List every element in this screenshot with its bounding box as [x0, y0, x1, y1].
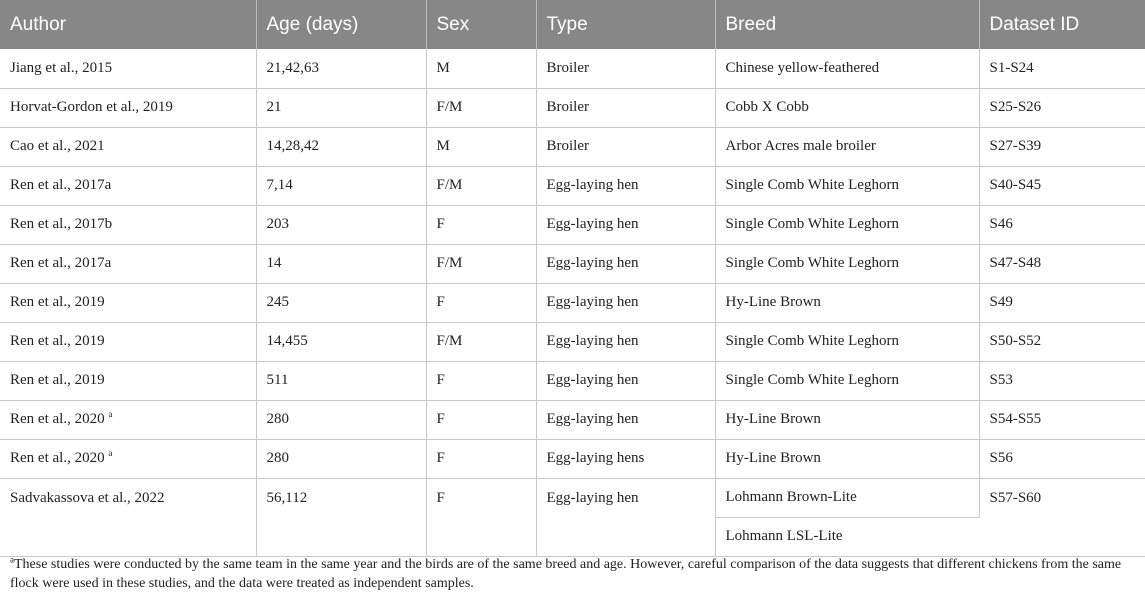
- table-row: [0, 439, 1145, 478]
- cell-age: 203: [256, 205, 426, 244]
- cell-author: Ren et al., 2017a: [0, 166, 256, 205]
- cell-age: 21: [256, 88, 426, 127]
- cell-age: 14,28,42: [256, 127, 426, 166]
- cell-age: 280: [256, 400, 426, 439]
- cell-dataset-id: S1-S24: [979, 49, 1145, 88]
- cell-sex: F/M: [426, 88, 536, 127]
- cell-sex: M: [426, 49, 536, 88]
- cell-author: Ren et al., 2019: [0, 361, 256, 400]
- footnote-mark: a: [108, 409, 113, 419]
- cell-breed: Lohmann Brown-Lite: [715, 478, 979, 517]
- table-row: [0, 166, 1145, 205]
- cell-breed: Single Comb White Leghorn: [715, 205, 979, 244]
- header-breed: Breed: [715, 0, 979, 49]
- cell-author: [0, 400, 256, 439]
- cell-type: Egg-laying hen: [536, 283, 715, 322]
- header-author: Author: [0, 0, 256, 49]
- cell-author: Ren et al., 2019: [0, 283, 256, 322]
- table-row: [0, 322, 1145, 361]
- cell-dataset-id: S56: [979, 439, 1145, 478]
- cell-breed: Single Comb White Leghorn: [715, 244, 979, 283]
- header-age: Age (days): [256, 0, 426, 49]
- cell-author: Ren et al., 2017b: [0, 205, 256, 244]
- cell-type: Egg-laying hens: [536, 439, 715, 478]
- cell-dataset-id: S57-S60: [979, 478, 1145, 556]
- cell-dataset-id: S53: [979, 361, 1145, 400]
- cell-breed: Hy-Line Brown: [715, 400, 979, 439]
- cell-type: Egg-laying hen: [536, 400, 715, 439]
- cell-dataset-id: S25-S26: [979, 88, 1145, 127]
- cell-age: 14: [256, 244, 426, 283]
- cell-sex: F/M: [426, 244, 536, 283]
- table-row: [0, 205, 1145, 244]
- cell-age: 511: [256, 361, 426, 400]
- table-row: [0, 361, 1145, 400]
- cell-type: Broiler: [536, 88, 715, 127]
- cell-age: 7,14: [256, 166, 426, 205]
- table-row: [0, 283, 1145, 322]
- cell-author: [0, 439, 256, 478]
- cell-type: Egg-laying hen: [536, 361, 715, 400]
- header-sex: Sex: [426, 0, 536, 49]
- footnote-text: These studies were conducted by the same team in the same year and the birds are of the same breed and age. However, careful comparison of the data suggests that different chickens from the same flock were used in these studies, and the data were treated as independent samples.: [10, 557, 1122, 591]
- cell-breed: Single Comb White Leghorn: [715, 361, 979, 400]
- cell-breed: Chinese yellow-feathered: [715, 49, 979, 88]
- table-row: [0, 244, 1145, 283]
- cell-breed: Hy-Line Brown: [715, 283, 979, 322]
- cell-author: Cao et al., 2021: [0, 127, 256, 166]
- cell-dataset-id: S46: [979, 205, 1145, 244]
- cell-breed: Single Comb White Leghorn: [715, 166, 979, 205]
- cell-dataset-id: S50-S52: [979, 322, 1145, 361]
- cell-breed: Single Comb White Leghorn: [715, 322, 979, 361]
- cell-author: Ren et al., 2017a: [0, 244, 256, 283]
- cell-author: Horvat-Gordon et al., 2019: [0, 88, 256, 127]
- cell-dataset-id: S54-S55: [979, 400, 1145, 439]
- cell-type: Broiler: [536, 49, 715, 88]
- cell-author: Ren et al., 2019: [0, 322, 256, 361]
- cell-breed: Arbor Acres male broiler: [715, 127, 979, 166]
- cell-sex: F: [426, 205, 536, 244]
- cell-dataset-id: S27-S39: [979, 127, 1145, 166]
- cell-type: Egg-laying hen: [536, 205, 715, 244]
- cell-sex: F: [426, 283, 536, 322]
- cell-type: Broiler: [536, 127, 715, 166]
- author-text: Ren et al., 2020: [10, 411, 105, 427]
- cell-sex: F/M: [426, 322, 536, 361]
- cell-type: Egg-laying hen: [536, 322, 715, 361]
- header-dataset-id: Dataset ID: [979, 0, 1145, 49]
- cell-dataset-id: S47-S48: [979, 244, 1145, 283]
- author-text: Ren et al., 2020: [10, 450, 105, 466]
- table-row: [0, 49, 1145, 88]
- cell-author: Sadvakassova et al., 2022: [0, 478, 256, 556]
- cell-type: Egg-laying hen: [536, 244, 715, 283]
- footnote-mark: a: [10, 554, 14, 565]
- cell-breed: Lohmann LSL-Lite: [715, 517, 979, 556]
- cell-type: Egg-laying hen: [536, 166, 715, 205]
- cell-breed: Hy-Line Brown: [715, 439, 979, 478]
- cell-dataset-id: S49: [979, 283, 1145, 322]
- cell-dataset-id: S40-S45: [979, 166, 1145, 205]
- cell-sex: F/M: [426, 166, 536, 205]
- cell-sex: F: [426, 361, 536, 400]
- footnote-mark: a: [108, 448, 113, 458]
- table-row: [0, 400, 1145, 439]
- table-footnote: [10, 555, 1135, 593]
- header-type: Type: [536, 0, 715, 49]
- cell-age: 56,112: [256, 478, 426, 556]
- table-row: [0, 478, 1145, 517]
- cell-sex: F: [426, 478, 536, 556]
- cell-sex: F: [426, 439, 536, 478]
- table-row: [0, 127, 1145, 166]
- header-row: [0, 0, 1145, 49]
- cell-breed: Cobb X Cobb: [715, 88, 979, 127]
- cell-age: 245: [256, 283, 426, 322]
- cell-sex: M: [426, 127, 536, 166]
- cell-age: 21,42,63: [256, 49, 426, 88]
- cell-type: Egg-laying hen: [536, 478, 715, 556]
- table-row: [0, 88, 1145, 127]
- cell-age: 280: [256, 439, 426, 478]
- cell-age: 14,455: [256, 322, 426, 361]
- cell-sex: F: [426, 400, 536, 439]
- cell-author: Jiang et al., 2015: [0, 49, 256, 88]
